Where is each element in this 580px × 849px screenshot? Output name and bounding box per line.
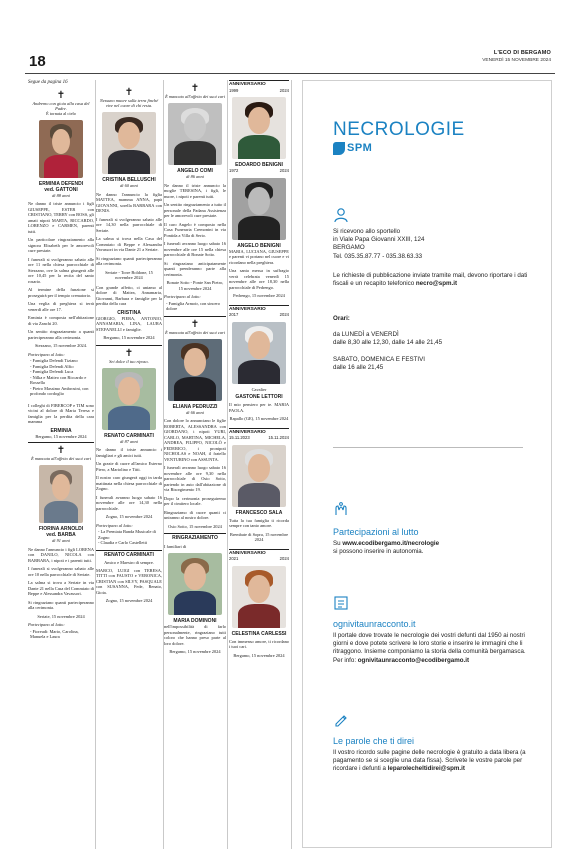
year-from: 2021 (229, 556, 239, 561)
obituary-intro: È mancato all'affetto dei suoi cari (165, 94, 225, 99)
portrait-photo (39, 465, 83, 523)
condolence-text: Con grande affetto, ci uniamo al dolore di Mattea, Annamaria, Giovanni, Barbara e famiglie per la perdita della cara (96, 284, 162, 306)
portrait-photo (168, 553, 222, 615)
year-to: 2024 (279, 556, 289, 561)
anniversary-title: ANNIVERSARIO (229, 429, 266, 435)
anniversary-title: ANNIVERSARIO (229, 550, 266, 556)
deceased-name: RENATO CARMINATI (104, 432, 154, 439)
opening-hours (333, 315, 533, 372)
year-from: 15.11.2023 (229, 435, 250, 440)
cross-icon: ✝ (164, 316, 226, 330)
anniversary-title: ANNIVERSARIO (229, 82, 266, 87)
obituary-text: Dopo la cerimonia proseguiremo per il cimitero locale. (164, 495, 226, 506)
obituary-text: I funerali avranno luogo sabato 16 novembre alle ore 14,30 nella parrocchiale. (96, 494, 162, 511)
section-divider (333, 447, 523, 448)
obituary-text: I funerali si svolgeranno sabato alle ore 14,30 nella parrocchiale di Seriate. (96, 216, 162, 233)
year-from: 2017 (229, 312, 239, 317)
participants-heading: Partecipano al lutto: (96, 522, 133, 528)
obituary-text: Ne danno l'annuncio la figlia MATTEA, mamma ANNA, papà GIOVANNI, sorella BARBARA con DENIS. (96, 191, 162, 213)
spm-logo (333, 142, 373, 156)
deceased-name: ELIANA PEDRUZZI (172, 403, 218, 410)
obituary-quote: Nessuno muore sulla terra finché vive nel cuore di chi resta. (99, 98, 159, 108)
words-title: Le parole che ti direi (333, 736, 415, 746)
email-info (333, 272, 533, 288)
deceased-age: di 66 anni (186, 409, 204, 415)
anniversary-text: Una santa messa in suffragio verrà celebrata venerdì 15 novembre alle ore 18,30 nella parrocchiale di Pedrengo. (229, 268, 289, 290)
deceased-name: MARIA DOMINONI (173, 618, 217, 624)
obituary-intro: È tornata al cielo (46, 110, 76, 116)
deceased-age: di 91 anni (52, 538, 70, 543)
obituary-text: I funerali si svolgeranno sabato alle ore 10 nella parrocchiale di Seriate. (28, 566, 94, 577)
honorific: Cavalier (251, 386, 267, 392)
deceased-name: FIORINA ARNOLDI (38, 526, 84, 532)
anniversary-text: MARIA, LUCIANA, GIUSEPPE e parenti vi portano nel cuore e vi ricordano nella preghiera. (229, 248, 289, 265)
deceased-name: ANGELO BENIGNI (237, 242, 281, 249)
continued-note: Segue da pagina 16 (28, 80, 68, 85)
column-rule (291, 80, 292, 849)
thanks-heading: RINGRAZIAMENTO (164, 533, 226, 542)
words-text: Il vostro ricordo sulle pagine delle necrologie è gratuito a data libera (a pagamento se si sceglie una data fissa). Scrivete le vostre parole per ricordare i defunti a (333, 749, 526, 773)
condolence-text: GIORGIO, PIERA, ANTONIO, ANNAMARIA, LINA, LAURA STEFANELLI e famiglie. (96, 315, 162, 332)
thanks-text: nell'impossibilità di farlo personalmente, ringraziano tutti coloro che hanno preso parte al loro dolore. (164, 624, 226, 646)
condolence-signature: Zogno, 15 novembre 2024 (105, 598, 153, 603)
obituary-text: Un sentito ringraziamento a tutto il personale della Padana Assistenza per le amorevoli cure prestate. (164, 202, 226, 218)
year-to: 2024 (279, 312, 289, 317)
portrait-photo (39, 120, 83, 178)
obituary-text: Erminia è composta nell'abitazione di via Zanchi 20. (28, 315, 94, 326)
participant: - Fioreadi: Mario, Carolina, Manuela e Laura (30, 628, 79, 639)
obituary-column-2 (96, 80, 162, 606)
condolence-text: Amico e Maestro di sempre. (104, 560, 154, 565)
obituary-text: Un sentito ringraziamento a quanti parteciperanno alla cerimonia. (28, 329, 94, 340)
thanks-signature: Bergamo, 15 novembre 2024 (169, 649, 221, 654)
participants-heading: Partecipano al lutto: (164, 294, 201, 299)
participations-info (333, 540, 533, 556)
portrait-photo (102, 368, 156, 430)
column-rule (227, 80, 228, 849)
obituary-text: Ne danno il triste annuncio i figli GIUSEPPE, ESTER con CRISTIANO, TERRY con BOSS, gli amati nipoti MARTA, RICCARDO, LORENZO e CARMEN, parenti tutti. (28, 201, 94, 234)
participant: - Nilka e Matteo con Riccardo e Rossella (30, 374, 87, 385)
anniversary-signature: Pedrengo, 15 novembre 2024 (233, 293, 285, 298)
participant: - Claudia e Carlo Castelletti (98, 540, 148, 545)
deceased-age: di 88 anni (52, 192, 70, 198)
hands-icon (333, 501, 349, 517)
cross-icon: ✝ (56, 89, 66, 101)
obituary-text: Ne danno il triste annuncio la moglie TERESINA, i figli, le nuore, i nipoti e parenti tutti. (164, 182, 226, 199)
obituary-text: La salma si trova a Seriate in via Dante 21 nella Casa del Commiato di Beppe e Alessandra Vavassori. (28, 580, 94, 596)
obituary-text: Si ringraziano anticipatamente quanti prenderanno parte alla cerimonia. (164, 260, 226, 277)
portrait-photo (102, 112, 156, 174)
obituary-text: Ringraziamo di cuore quanti ci uniranno al nostro dolore. (164, 509, 226, 520)
condolence-text: I colleghi di FIBERCOP e TIM sono vicini al dolore di Maria Teresa e famiglia per la perdita della cara mamma (28, 402, 94, 424)
year-from: 1972 (229, 168, 239, 173)
issue-date: VENERDÌ 15 NOVEMBRE 2024 (482, 58, 551, 63)
obituary-intro: È mancata all'affetto dei suoi cari (165, 329, 225, 335)
hours-weekdays-times: dalle 8,30 alle 12,30, dalle 14 alle 21,45 (333, 339, 443, 347)
cross-icon: ✝ (124, 87, 134, 98)
obituary-text: Ne danno l'annuncio i figli LORENA con DANILO, NICOLA con BARBARA, i nipoti e i parenti tutti. (28, 546, 94, 563)
spm-logo-text: SPM (347, 142, 373, 154)
obituary-text: Il nostro caro giungerà oggi in tarda mattinata nella chiesa parrocchiale di Zogno. (96, 475, 162, 491)
deceased-name: RENATO CARMINATI (96, 550, 162, 559)
deceased-married-name: ved. GATTONI (44, 186, 78, 193)
deceased-name: ANGELO COMI (177, 168, 213, 174)
obituary-signature: Zogno, 15 novembre 2024 (105, 514, 153, 519)
portrait-photo (232, 566, 286, 628)
condolence-name: ERMINIA (50, 427, 72, 434)
deceased-name: FRANCESCO SALA (235, 509, 283, 516)
condolence-signature: Bergamo, 15 novembre 2024 (35, 433, 87, 439)
condolence-text: MARCO, LUIGI con TERESA, TITTI con FAUSTO e VERONICA, CRISTIAN con SILVY, PASQUALE con SUSANNA, Fede, Renato, Gioia. (96, 567, 162, 595)
anniversary-header (229, 428, 289, 441)
condolence-signature: Bergamo, 15 novembre 2024 (103, 335, 155, 340)
obituary-text: I funerali si svolgeranno sabato alle ore 11 nella chiesa parrocchiale di Stezzano, ove la salma giungerà alle ore 10,45 per la recita del santo rosario. (28, 256, 94, 284)
anniversary-column (229, 80, 289, 660)
deceased-name: EDOARDO BENIGNI (235, 162, 283, 168)
participant: - Pietro Massimo Ambrosini, con profondo cordoglio (30, 385, 89, 396)
thanks-intro: I familiari di (164, 543, 187, 549)
obituary-text: Con dolore lo annunciano le figlie ROBERTA, ALESSANDRA con GIORDANO, i nipoti YURI, CARLO, MARTINA, MICHELA, ANDREA, FILIPPO, NICOLÒ e FEDERICO, i pronipoti NICHOLAS e NOAH, il fratello VENTURINO con ASSUNTA. (164, 418, 226, 462)
person-icon (333, 207, 349, 223)
office-text: Si ricevono allo sportello (333, 228, 401, 235)
portrait-photo (232, 97, 286, 159)
anniversary-signature: Rapallo (GE), 15 novembre 2024 (229, 416, 289, 421)
anniversary-signature: Bergamo, 15 novembre 2024 (233, 652, 285, 658)
obituary-text: Il caro Angelo è composto nella Casa Funeraria Cremonini in via Pontida a Villa di Serio. (164, 221, 226, 238)
anniversary-header (229, 305, 289, 318)
hours-weekend-times: dalle 16 alle 21,45 (333, 363, 384, 371)
participant: - La Premiata Banda Musicale di Zogno (98, 529, 156, 540)
obituary-text: Si ringraziano quanti parteciperanno alla cerimonia. (28, 599, 94, 610)
condolence-name: CRISTINA (117, 309, 141, 316)
portrait-photo (168, 103, 222, 165)
spm-logo-mark (333, 142, 345, 155)
obituary-text: Ne danno il triste annuncio i famigliari e gli amici tutti. (96, 447, 162, 458)
obituary-text: I funerali avranno luogo sabato 16 novembre alle ore 9,30 nella parrocchiale di Osio Sotto, partendo in auto dall'abitazione di via Risorgimento 19. (164, 465, 226, 492)
portrait-photo (232, 445, 286, 507)
deceased-age: di 86 anni (186, 174, 204, 179)
cross-icon: ✝ (96, 345, 162, 359)
pen-icon (333, 711, 349, 727)
office-address: in Viale Papa Giovanni XXIII, 124 (333, 236, 425, 244)
anniversary-text: Tutta la tua famiglia ti ricorda sempre con tanto amore. (229, 517, 289, 528)
anniversary-header (229, 549, 289, 562)
portrait-photo (232, 178, 286, 240)
obituary-text: I funerali avranno luogo sabato 16 novembre alle ore 15 nella chiesa parrocchiale di Bonate Sotto. (164, 241, 226, 257)
portrait-photo (232, 322, 286, 384)
obituary-signature: Bonate Sotto - Ponte San Pietro, 15 novembre 2024 (166, 280, 224, 291)
obituary-column-1 (28, 80, 94, 640)
obituary-text: Un particolare ringraziamento alla signora Elisabeth per le amorevoli cure prestate. (28, 237, 94, 253)
book-icon (333, 595, 349, 611)
words-email-link[interactable]: leparolecheltidirei@spm.it (387, 765, 465, 773)
hours-title: Orari: (333, 315, 350, 322)
necrologie-link[interactable]: www.ecodibergamo.it/necrologie (342, 540, 440, 547)
portrait-photo (168, 339, 222, 401)
cross-icon: ✝ (190, 83, 200, 94)
cross-icon: ✝ (28, 442, 94, 456)
year-to: 2024 (279, 87, 289, 93)
obituary-text: Un grazie di cuore all'amico Esterno Piero, a Mariolino e Titti. (96, 461, 162, 472)
participants-heading: Partecipano al lutto: (28, 351, 65, 357)
ognivita-text: Il portale dove trovate le necrologie dei vostri defunti dal 1950 ai nostri giorni e dove potete scrivere le loro storie e inserire le immagini che li ritraggono. Insieme componiamo la storia della comunità bergamasca. (333, 632, 526, 656)
participant: - Famiglia Armoir, con sincero dolore (166, 300, 221, 311)
obituary-text: Una veglia di preghiera si terrà venerdì alle ore 17. (28, 301, 94, 312)
deceased-age: di 60 anni (120, 183, 138, 188)
obituary-text: Al termine della funzione si proseguirà per il tempio crematorio. (28, 287, 94, 298)
year-to: 15.11.2024 (268, 435, 289, 440)
participations-text-2: si possono inserire in autonomia. (333, 548, 424, 556)
office-info (333, 228, 533, 261)
participants-heading: Partecipano al lutto: (28, 622, 65, 627)
deceased-married-name: ved. BARBA (46, 532, 76, 538)
obituary-signature: Stezzano, 15 novembre 2024. (34, 343, 88, 348)
email-intro: Le richieste di pubblicazione inviate tramite mail, devono riportare i dati fiscali e un recapito telefonico (333, 272, 528, 288)
participations-title: Partecipazioni al lutto (333, 527, 419, 537)
necrology-info-panel (302, 80, 552, 848)
obituary-text: Si ringraziano quanti parteciperanno alla cerimonia. (96, 255, 162, 266)
participant: - Famiglia Defendi Tiziano (30, 358, 78, 363)
office-phone: Tel. 035.35.87.77 - 035.38.63.33 (333, 252, 423, 260)
page-header (25, 44, 555, 74)
page-number: 18 (29, 53, 46, 70)
obituary-signature: Seriate, 15 novembre 2024 (37, 613, 85, 619)
ognivita-info (333, 632, 533, 665)
deceased-name: CELESTINA CARLESSI (231, 630, 287, 637)
anniversary-header (229, 80, 289, 93)
anniversary-text: Con immenso amore, ti ricordano i tuoi cari. (229, 638, 289, 649)
obituary-text: La salma si trova nella Casa del Commiato di Beppe e Alessandra Vavassori in via Dante 21 a Seriate. (96, 236, 162, 252)
participations-text: Su (333, 540, 341, 547)
obituary-column-3 (164, 80, 226, 657)
deceased-name: ERMINIA DEFENDI (38, 180, 84, 187)
words-info (333, 749, 533, 774)
anniversary-title: ANNIVERSARIO (229, 306, 266, 312)
obituary-intro: È mancata all'affetto dei suoi cari (31, 456, 91, 461)
anniversary-text: Il mio pensiero per te. MARIA PAOLA. (229, 402, 289, 413)
deceased-name: GASTONE LETTORI (235, 394, 283, 400)
deceased-age: di 87 anni (120, 438, 138, 444)
necro-email-link[interactable]: necro@spm.it (415, 280, 458, 288)
obituary-quote: Andremo con gioia alla casa del Padre. (32, 100, 90, 111)
panel-title: NECROLOGIE (333, 119, 465, 140)
obituary-signature: Seriate - Torre Boldone, 15 novembre 2024 (105, 269, 153, 280)
ognivita-info-label: Per info: (333, 656, 357, 664)
hours-weekend: SABATO, DOMENICA E FESTIVI (333, 355, 425, 363)
anniversary-signature: Brembate di Sopra, 15 novembre 2024 (229, 531, 289, 542)
year-from: 1999 (229, 87, 239, 93)
hours-weekdays: da LUNEDÌ a VENERDÌ (333, 331, 399, 339)
participant: - Famiglia Defendi Luca (30, 369, 74, 374)
year-to: 2024 (279, 168, 289, 173)
obituary-signature: Osio Sotto, 15 novembre 2024 (168, 523, 222, 529)
ognivita-email-link[interactable]: ognivitaunracconto@ecodibergamo.it (357, 656, 470, 664)
obituary-quote: Sei dolce il tuo riposo. (109, 358, 149, 364)
office-city: BERGAMO (333, 244, 365, 252)
ognivita-title[interactable]: ognivitaunracconto.it (333, 619, 416, 629)
deceased-name: CRISTINA BELLUSCHI (102, 177, 156, 183)
participant: - Famiglia Defendi Alfio (30, 363, 74, 369)
newspaper-name: L'ECO DI BERGAMO (493, 50, 551, 56)
